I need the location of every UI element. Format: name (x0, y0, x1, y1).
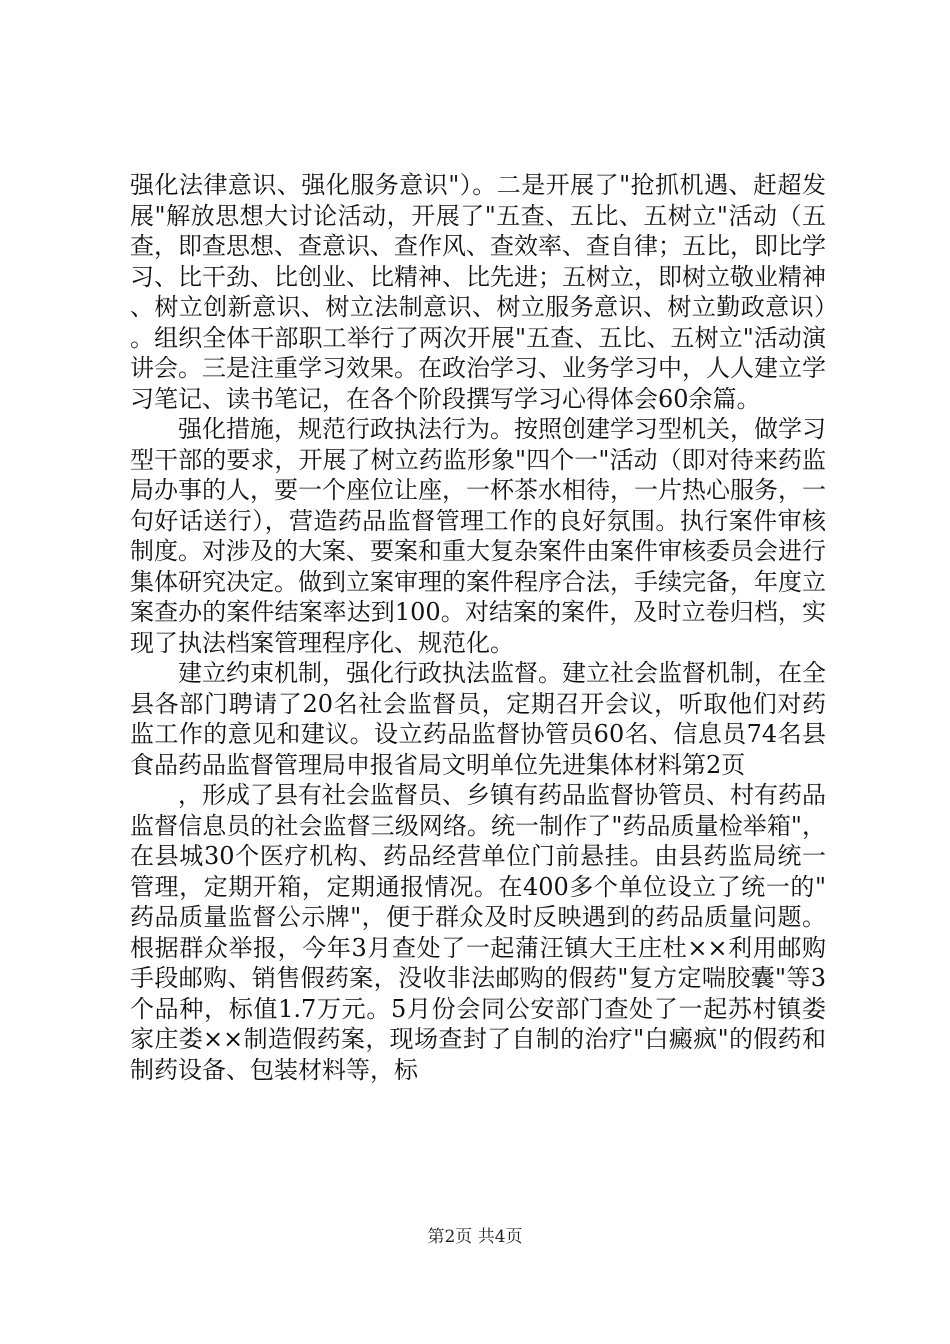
document-body (130, 170, 826, 1085)
paragraph-1: 强化法律意识、强化服务意识"）。二是开展了"抢抓机遇、赶超发展"解放思想大讨论活动，开展了"五查、五比、五树立"活动（五查，即查思想、查意识、查作风、查效率、查自律；五比，即比学习、比干劲、比创业、比精神、比先进；五树立，即树立敬业精神、树立创新意识、树立法制意识、树立服务意识、树立勤政意识）。组织全体干部职工举行了两次开展"五查、五比、五树立"活动演讲会。三是注重学习效果。在政治学习、业务学习中，人人建立学习笔记、读书笔记，在各个阶段撰写学习心得体会60余篇。 (130, 171, 826, 413)
paragraph-2: 强化措施，规范行政执法行为。按照创建学习型机关，做学习型干部的要求，开展了树立药监形象"四个一"活动（即对待来药监局办事的人，要一个座位让座，一杯茶水相待，一片热心服务，一句好话送行），营造药品监督管理工作的良好氛围。执行案件审核制度。对涉及的大案、要案和重大复杂案件由案件审核委员会进行集体研究决定。做到立案审理的案件程序合法，手续完备，年度立案查办的案件结案率达到100。对结案的案件，及时立卷归档，实现了执法档案管理程序化、规范化。 (130, 415, 826, 657)
paragraph-3: 建立约束机制，强化行政执法监督。建立社会监督机制，在全县各部门聘请了20名社会监督员，定期召开会议，听取他们对药监工作的意见和建议。设立药品监督协管员60名、信息员74名县食品药品监督管理局申报省局文明单位先进集体材料第2页 (130, 659, 826, 779)
page-number-footer: 第2页 共4页 (427, 1227, 523, 1247)
paragraph-4: ，形成了县有社会监督员、乡镇有药品监督协管员、村有药品监督信息员的社会监督三级网络。统一制作了"药品质量检举箱"，在县城30个医疗机构、药品经营单位门前悬挂。由县药监局统一管理，定期开箱，定期通报情况。在400多个单位设立了统一的"药品质量监督公示牌"，便于群众及时反映遇到的药品质量问题。根据群众举报，今年3月查处了一起蒲汪镇大王庄杜××利用邮购手段邮购、销售假药案，没收非法邮购的假药"复方定喘胶囊"等3个品种，标值1.7万元。5月份会同公安部门查处了一起苏村镇娄家庄娄××制造假药案，现场查封了自制的治疗"白癜疯"的假药和制药设备、包装材料等，标 (130, 781, 826, 1084)
